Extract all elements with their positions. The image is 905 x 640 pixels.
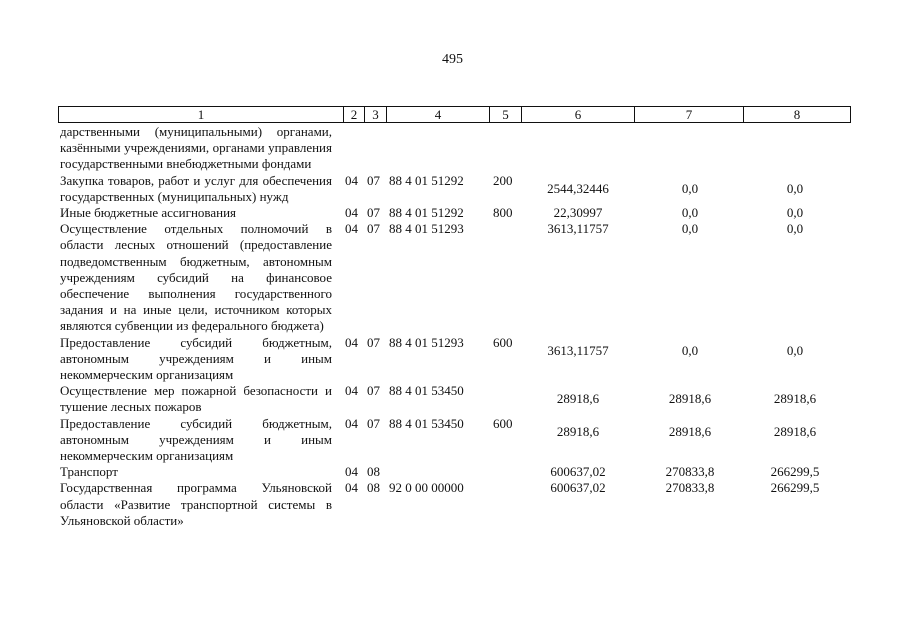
row-amount-col6: 28918,6 [556, 423, 600, 439]
row-subsection: 08 [367, 480, 380, 496]
row-amount-col7: 0,0 [681, 342, 699, 358]
row-expense-type: 200 [493, 172, 513, 188]
row-amount-col7: 270833,8 [665, 480, 715, 496]
table-row [60, 335, 860, 384]
row-amount-col8: 0,0 [786, 180, 804, 196]
row-expense-type: 800 [493, 205, 513, 221]
header-col-4: 4 [386, 107, 489, 122]
table-row [60, 205, 860, 221]
row-description: Транспорт [60, 464, 118, 480]
row-expense-type: 600 [493, 415, 513, 431]
row-target-code: 88 4 01 53450 [389, 415, 464, 431]
row-subsection: 07 [367, 383, 380, 399]
header-col-6: 6 [521, 107, 634, 122]
row-subsection: 07 [367, 221, 380, 237]
row-amount-col8: 28918,6 [773, 391, 817, 407]
table-row [60, 416, 860, 465]
row-amount-col6: 2544,32446 [547, 180, 609, 196]
row-amount-col8: 28918,6 [773, 423, 817, 439]
row-section: 04 [345, 383, 358, 399]
row-section: 04 [345, 205, 358, 221]
row-description: Иные бюджетные ассигнования [60, 205, 237, 221]
row-amount-col7: 0,0 [681, 221, 699, 237]
table-header [58, 106, 851, 123]
row-amount-col6: 600637,02 [550, 464, 606, 480]
row-amount-col8: 0,0 [786, 221, 804, 237]
header-col-7: 7 [634, 107, 743, 122]
row-amount-col7: 28918,6 [668, 423, 712, 439]
row-target-code: 88 4 01 51293 [389, 334, 464, 350]
table-row [60, 124, 860, 173]
row-amount-col8: 266299,5 [770, 464, 820, 480]
row-target-code: 88 4 01 51293 [389, 221, 464, 237]
page-number: 495 [442, 52, 463, 67]
row-subsection: 07 [367, 334, 380, 350]
row-amount-col7: 270833,8 [665, 464, 715, 480]
row-amount-col6: 600637,02 [550, 480, 606, 496]
row-description: дарственными (муниципальными) органами, казёнными учреждениями, органами управления государственными внебюджетными фондами [60, 124, 332, 172]
row-subsection: 07 [367, 415, 380, 431]
row-amount-col6: 22,30997 [553, 205, 603, 221]
row-amount-col7: 0,0 [681, 180, 699, 196]
row-description: Государственная программа Ульяновской области «Развитие транспортной системы в Ульяновской области» [60, 480, 332, 528]
row-subsection: 07 [367, 172, 380, 188]
header-col-5: 5 [489, 107, 521, 122]
row-description: Осуществление отдельных полномочий в области лесных отношений (предоставление подведомственным бюджетным, автономным учреждениям субсидий на финансовое обеспечение выполнения государственного задания и на иные цели, источником которых являются субвенции из федерального бюджета) [60, 221, 332, 334]
table-body [60, 124, 860, 529]
row-description: Предоставление субсидий бюджетным, автономным учреждениям и иным некоммерческим организациям [60, 415, 332, 464]
row-description: Закупка товаров, работ и услуг для обеспечения государственных (муниципальных) нужд [60, 172, 332, 204]
row-target-code: 88 4 01 51292 [389, 172, 464, 188]
row-subsection: 07 [367, 205, 380, 221]
row-amount-col8: 0,0 [786, 342, 804, 358]
row-section: 04 [345, 464, 358, 480]
header-col-2: 2 [343, 107, 364, 122]
table-row [60, 173, 860, 205]
row-subsection: 08 [367, 464, 380, 480]
table-row [60, 221, 860, 334]
row-section: 04 [345, 415, 358, 431]
row-section: 04 [345, 221, 358, 237]
table-row [60, 383, 860, 415]
table-row [60, 464, 860, 480]
table-row [60, 480, 860, 529]
row-amount-col8: 0,0 [786, 205, 804, 221]
row-amount-col6: 3613,11757 [547, 342, 609, 358]
row-section: 04 [345, 480, 358, 496]
row-amount-col8: 266299,5 [770, 480, 820, 496]
row-description: Предоставление субсидий бюджетным, автономным учреждениям и иным некоммерческим организациям [60, 334, 332, 383]
row-amount-col7: 0,0 [681, 205, 699, 221]
row-section: 04 [345, 334, 358, 350]
row-expense-type: 600 [493, 334, 513, 350]
row-amount-col6: 3613,11757 [547, 221, 609, 237]
row-description: Осуществление мер пожарной безопасности и тушение лесных пожаров [60, 383, 332, 415]
header-col-3: 3 [364, 107, 386, 122]
row-target-code: 92 0 00 00000 [389, 480, 464, 496]
row-target-code: 88 4 01 53450 [389, 383, 464, 399]
row-section: 04 [345, 172, 358, 188]
row-target-code: 88 4 01 51292 [389, 205, 464, 221]
row-amount-col7: 28918,6 [668, 391, 712, 407]
header-col-8: 8 [743, 107, 850, 122]
row-amount-col6: 28918,6 [556, 391, 600, 407]
header-col-1: 1 [197, 107, 205, 122]
